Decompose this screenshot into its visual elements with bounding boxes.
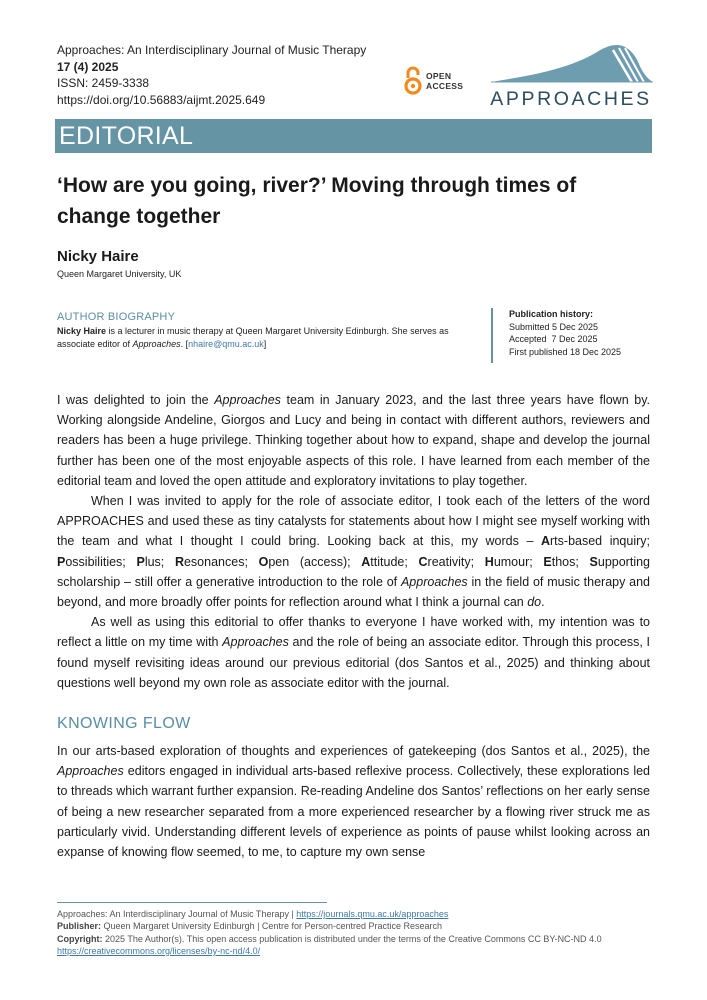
footer-publisher: Publisher: Queen Margaret University Edinburgh | Centre for Person-centred Practice Research [57, 921, 443, 932]
article-title: ‘How are you going, river?’ Moving through times of change together [57, 174, 577, 228]
section-body [57, 741, 650, 862]
acrostic-letter: P [57, 554, 66, 569]
acrostic-letter: O [258, 554, 269, 569]
logo-wordmark: APPROACHES [490, 88, 652, 110]
author-affiliation: Queen Margaret University, UK [57, 269, 182, 279]
pubhist-heading: Publication history: [509, 309, 594, 319]
pubhist-accepted: Accepted 7 Dec 2025 [509, 334, 598, 345]
footer-license-link[interactable]: https://creativecommons.org/licenses/by-nc-nd/4.0/ [57, 945, 261, 956]
footer-journal-link[interactable]: https://journals.qmu.ac.uk/approaches [296, 909, 449, 919]
volume-issue: 17 (4) 2025 [57, 59, 119, 74]
acrostic-letter: S [589, 554, 598, 569]
paragraph-1: I was delighted to join the Approaches team in January 2023, and the last three years have flown by. Working alongside Andeline, Giorgos and Lucy and being in contact with different authors, reviewers and readers has been a huge privilege. Thinking together about how to expand, shape and develop the journal further has been one of the most enjoyable aspects of this role. I have learned from each member of the editorial team and loved the open attitude and exploratory invitations to play together. [57, 393, 650, 488]
acrostic-letter: A [540, 534, 551, 549]
acrostic-word: thos; [551, 554, 590, 569]
pubhist-submitted: Submitted 5 Dec 2025 [509, 321, 599, 332]
acrostic-letter: R [174, 554, 184, 569]
bio-text-2: . [ [180, 339, 189, 349]
bio-journal: Approaches [132, 339, 181, 349]
issn: ISSN: 2459-3338 [57, 76, 150, 90]
paragraph-2: When I was invited to apply for the role of associate editor, I took each of the letters of the word APPROACHES and used these as tiny catalysts for statements about how I might see myself working with the team and what I thought I could bring. Looking back at this, my words – Arts-based inquiry; Possibilities; Plus; Resonances; Open (access); Attitude; Creativity; Humour; Ethos; Supporting scholarship – still offer a generative introduction to the role of Approaches in the field of music therapy and beyond, and more broadly offer points for reflection around what I think a journal can do. [57, 494, 651, 610]
pubhist-published: First published 18 Dec 2025 [509, 347, 622, 358]
oa-line1: OPEN [426, 71, 452, 81]
section-banner [55, 119, 652, 153]
bio-email-link[interactable]: nhaire@qmu.ac.uk [188, 339, 264, 349]
section-paragraph-1: In our arts-based exploration of thoughts and experiences of gatekeeping (dos Santos et al., 2025), the Approaches editors engaged in individual arts-based reflexive process. Collectively, these explorations led to threads which warrant further expansion. Re-reading Andeline dos Santos’ reflections on her early sense of being a new researcher separated from a more experienced researcher by a flowing river struck me as particularly vivid. Understanding different levels of experience as points of pause whilst looking across an expanse of knowing flow seemed, to me, to capture my own sense [57, 744, 650, 860]
open-access-badge [404, 66, 463, 96]
acrostic-word: lus; [144, 554, 175, 569]
oa-line2: ACCESS [426, 81, 464, 91]
acrostic-word: umour; [493, 554, 544, 569]
footer-copyright: Copyright: 2025 The Author(s). This open access publication is distributed under the terms of the Creative Commons CC BY-NC-ND 4.0 [57, 933, 602, 944]
acrostic-word: upporting scholarship [57, 554, 650, 589]
acrostic-word: ttitude; [370, 554, 419, 569]
bio-text-3: ] [263, 339, 267, 349]
acrostic-letter: A [361, 554, 371, 569]
acrostic-letter: H [484, 554, 494, 569]
section-heading: KNOWING FLOW [57, 715, 191, 732]
publication-history [491, 308, 621, 363]
approaches-logo [487, 40, 655, 110]
journal-meta [57, 42, 366, 108]
paragraph-3: As well as using this editorial to offer thanks to everyone I have worked with, my intention was to reflect a little on my time with Approaches and the role of being an associate editor. Through this process, I found myself revisiting ideas around our previous editorial (dos Santos et al., 2025) and thinking about questions well beyond my own role as associate editor with the journal. [57, 615, 650, 690]
footer-divider [57, 902, 327, 903]
acrostic-letter: E [543, 554, 552, 569]
bio-text [57, 325, 482, 351]
author-name: Nicky Haire [57, 248, 139, 265]
acrostic-letter: P [136, 554, 145, 569]
bio-text-1: is a lecturer in music therapy at Queen Margaret University Edinburgh. She serves as associate editor of [57, 326, 449, 349]
acrostic-word: reativity; [427, 554, 485, 569]
acrostic-word: esonances; [183, 554, 259, 569]
doi-link[interactable]: https://doi.org/10.56883/aijmt.2025.649 [57, 92, 266, 107]
footer-journal: Approaches: An Interdisciplinary Journal of Music Therapy | https://journals.qmu.ac.uk/approaches [57, 909, 449, 919]
page-footer [57, 908, 602, 957]
acrostic-word: pen (access); [268, 554, 362, 569]
footer-license [57, 945, 602, 957]
acrostic-word: rts-based inquiry; [550, 534, 650, 549]
wave-logo-icon [487, 40, 655, 88]
open-access-icon [404, 66, 422, 96]
acrostic-word: ossibilities; [65, 554, 137, 569]
intro-body [57, 390, 650, 693]
bio-name: Nicky Haire [57, 326, 107, 336]
journal-name: Approaches: An Interdisciplinary Journal of Music Therapy [57, 43, 367, 57]
bio-heading: AUTHOR BIOGRAPHY [57, 311, 176, 323]
acrostic-letter: C [418, 554, 428, 569]
banner-label: EDITORIAL [59, 122, 194, 150]
